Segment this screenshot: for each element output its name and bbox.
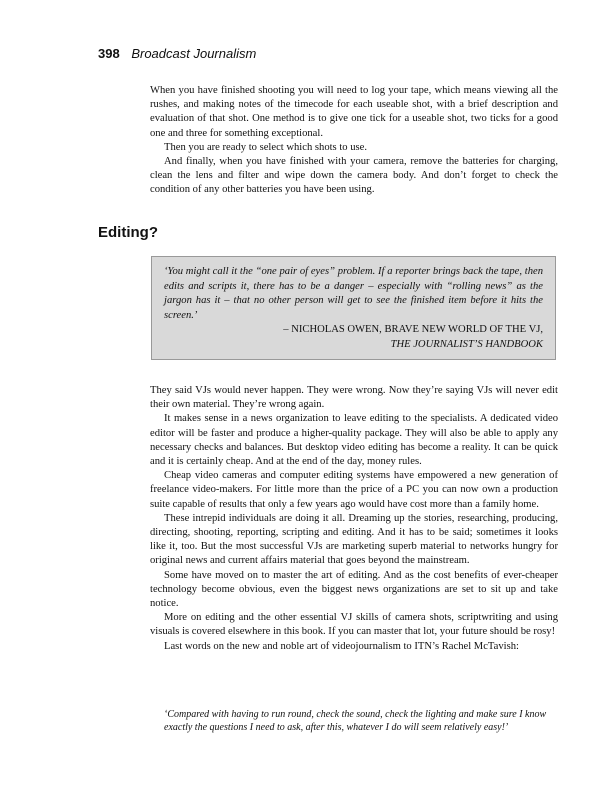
- quote-box: [151, 256, 556, 360]
- closing-quote: ‘Compared with having to run round, check the sound, check the lighting and make sure I know exactly the questions I need to ask, after this, whatever I do will seem relatively easy!’: [164, 709, 547, 734]
- paragraph: These intrepid individuals are doing it all. Dreaming up the stories, researching, producing, directing, shooting, reporting, scripting and editing. And it has to be said; sometimes it looks like it, too. But the most successful VJs are marketing superb material to networks hungry for original news and current affairs material that goes beyond the mainstream.: [150, 512, 558, 567]
- section-heading: Editing?: [98, 224, 158, 241]
- page-header: [98, 46, 256, 61]
- paragraph: Some have moved on to master the art of editing. And as the cost benefits of ever-cheaper technology become obvious, even the biggest news organizations are set to sit up and take notice.: [150, 569, 558, 610]
- paragraph: Cheap video cameras and computer editing systems have empowered a new generation of freelance video-makers. For little more than the price of a PC you can now own a production suite capable of results that only a few years ago would have cost more than a family home.: [150, 470, 558, 510]
- quote-source: THE JOURNALIST’S HANDBOOK: [390, 338, 543, 350]
- main-text: [150, 384, 558, 654]
- paragraph: And finally, when you have finished with your camera, remove the batteries for charging, clean the lens and filter and wipe down the camera body. And don’t forget to check the condition of any other batteries you have been using.: [150, 156, 558, 196]
- paragraph: It makes sense in a news organization to leave editing to the specialists. A dedicated video editor will be faster and produce a higher-quality package. They will also be able to apply any necessary checks and balances. But desktop video editing has become a reality. It can be quick and it is certainly cheap. And at the end of the day, money rules.: [150, 413, 558, 468]
- running-title: Broadcast Journalism: [131, 46, 257, 61]
- page-number: 398: [98, 46, 120, 61]
- paragraph: They said VJs would never happen. They were wrong. Now they’re saying VJs will never edit their own material. They’re wrong again.: [150, 385, 558, 411]
- quote-text: ‘You might call it the “one pair of eyes” problem. If a reporter brings back the tape, then edits and scripts it, there has to be a danger – especially with “rolling news” as the jargon has it – that no other person will get to see the finished item before it hits the screen.’: [164, 266, 543, 321]
- quote-attribution: – NICHOLAS OWEN, BRAVE NEW WORLD OF THE VJ,: [283, 324, 543, 336]
- intro-text: [150, 84, 558, 198]
- paragraph: Then you are ready to select which shots to use.: [164, 141, 367, 153]
- paragraph: More on editing and the other essential VJ skills of camera shots, scriptwriting and using visuals is covered elsewhere in this book. If you can master that lot, your future should be rosy!: [150, 612, 558, 638]
- paragraph: When you have finished shooting you will need to log your tape, which means viewing all the rushes, and making notes of the timecode for each useable shot, with a brief description and evaluation of that shot. One method is to give one tick for a useable shot, two ticks for a good one and three for something exceptional.: [150, 85, 558, 139]
- paragraph: Last words on the new and noble art of videojournalism to ITN’s Rachel McTavish:: [164, 640, 519, 652]
